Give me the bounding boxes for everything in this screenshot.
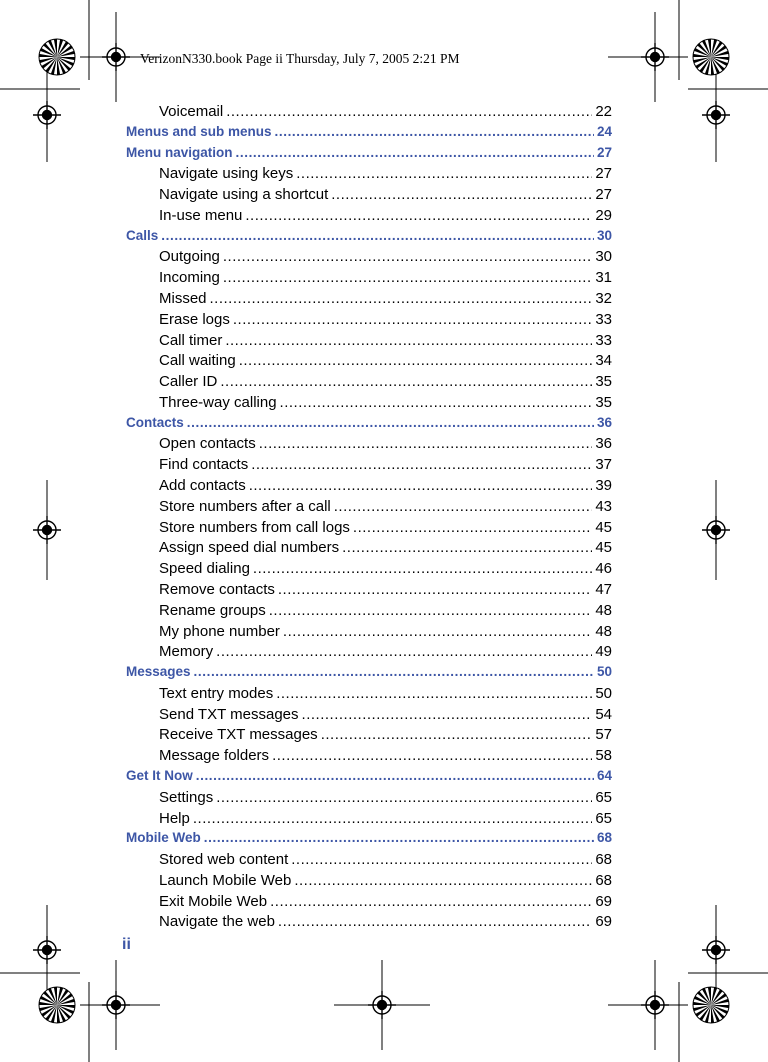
toc-title: Add contacts <box>159 477 246 495</box>
toc-title: Contacts <box>126 414 184 430</box>
starburst-target-icon <box>39 987 75 1023</box>
starburst-target-icon <box>693 987 729 1023</box>
toc-title: Message folders <box>159 747 270 765</box>
toc-title: Missed <box>159 290 207 308</box>
toc-page-number: 50 <box>595 684 612 702</box>
registration-target-icon <box>102 43 130 71</box>
toc-title: My phone number <box>159 622 280 640</box>
toc-page-number: 45 <box>595 539 612 557</box>
toc-title: Outgoing <box>159 248 220 266</box>
registration-target-icon <box>102 991 130 1019</box>
toc-title: Voicemail <box>159 103 224 120</box>
registration-target-icon <box>33 516 61 544</box>
registration-target-icon <box>702 936 730 964</box>
registration-target-icon <box>33 936 61 964</box>
toc-page-number: 36 <box>596 414 612 430</box>
toc-page-number: 27 <box>595 165 612 183</box>
toc-page-number: 64 <box>596 767 612 783</box>
starburst-target-icon <box>39 39 75 75</box>
toc-title: Call timer <box>159 331 223 349</box>
toc-page-number: 65 <box>595 809 612 827</box>
toc-title: Text entry modes <box>159 684 274 702</box>
toc-page-number: 45 <box>595 518 612 536</box>
toc-title: Receive TXT messages <box>159 726 318 744</box>
toc-page-number: 22 <box>595 103 612 120</box>
toc-title: Speed dialing <box>159 560 250 578</box>
toc-title: Stored web content <box>159 851 289 869</box>
registration-target-icon <box>368 991 396 1019</box>
toc-title: Three-way calling <box>159 393 277 411</box>
toc-page-number: 27 <box>596 144 612 160</box>
toc-title: Send TXT messages <box>159 705 299 723</box>
toc-page-number: 49 <box>595 643 612 661</box>
toc-page-number: 68 <box>596 830 612 846</box>
page-number: ii <box>122 936 131 953</box>
toc-page-number: 35 <box>595 373 612 391</box>
registration-target-icon <box>33 101 61 129</box>
toc-title: Help <box>159 809 190 827</box>
toc-title: Caller ID <box>159 373 218 391</box>
toc-title: Mobile Web <box>126 830 201 846</box>
toc-page-number: 29 <box>595 206 612 224</box>
toc-title: Menu navigation <box>126 144 233 160</box>
toc-title: Find contacts <box>159 456 249 474</box>
toc-title: Incoming <box>159 269 220 287</box>
toc-page-number: 39 <box>595 477 612 495</box>
toc-title: Launch Mobile Web <box>159 871 292 889</box>
toc-title: Navigate the web <box>159 913 275 931</box>
toc-title: Exit Mobile Web <box>159 892 268 910</box>
toc-title: Memory <box>159 643 214 661</box>
toc-title: Assign speed dial numbers <box>159 539 340 557</box>
toc-page-number: 47 <box>595 580 612 598</box>
toc-title: Calls <box>126 227 159 243</box>
toc-title: Call waiting <box>159 352 236 370</box>
toc-page-number: 33 <box>595 310 612 328</box>
toc-page-number: 69 <box>595 913 612 931</box>
toc-title: Store numbers after a call <box>159 497 331 515</box>
toc-page-number: 68 <box>595 851 612 869</box>
toc-page-number: 34 <box>595 352 612 370</box>
toc-page-number: 50 <box>596 664 612 680</box>
toc-page-number: 32 <box>595 290 612 308</box>
toc-page-number: 57 <box>595 726 612 744</box>
toc-page-number: 33 <box>595 331 612 349</box>
toc-page-number: 69 <box>595 892 612 910</box>
toc-page-number: 37 <box>595 456 612 474</box>
toc-title: Get It Now <box>126 767 193 783</box>
toc-title: Rename groups <box>159 601 266 619</box>
toc-page-number: 30 <box>595 248 612 266</box>
toc-title: In-use menu <box>159 206 243 224</box>
toc-title: Navigate using keys <box>159 165 294 183</box>
toc-page-number: 48 <box>595 622 612 640</box>
toc-page-number: 48 <box>595 601 612 619</box>
toc-page-number: 68 <box>595 871 612 889</box>
toc-title: Remove contacts <box>159 580 275 598</box>
registration-target-icon <box>641 991 669 1019</box>
registration-target-icon <box>641 43 669 71</box>
toc-title: Messages <box>126 664 191 680</box>
toc-page-number: 30 <box>596 227 612 243</box>
toc-title: Settings <box>159 788 214 806</box>
registration-target-icon <box>702 516 730 544</box>
starburst-target-icon <box>693 39 729 75</box>
print-slug: VerizonN330.book Page ii Thursday, July 7, 2005 2:21 PM <box>140 51 460 66</box>
toc-page-number: 35 <box>595 393 612 411</box>
toc-title: Erase logs <box>159 310 230 328</box>
toc-title: Menus and sub menus <box>126 123 272 139</box>
toc-page-number: 54 <box>595 705 612 723</box>
toc-page-number: 43 <box>595 497 612 515</box>
toc-page-number: 46 <box>595 560 612 578</box>
toc-title: Store numbers from call logs <box>159 518 350 536</box>
toc-page-number: 27 <box>595 186 612 204</box>
toc-title: Open contacts <box>159 435 256 453</box>
registration-target-icon <box>702 101 730 129</box>
toc-page-number: 24 <box>596 123 612 139</box>
toc-title: Navigate using a shortcut <box>159 186 329 204</box>
toc-page-number: 58 <box>595 747 612 765</box>
toc-page-number: 31 <box>595 269 612 287</box>
toc-page-number: 36 <box>595 435 612 453</box>
toc-page-number: 65 <box>595 788 612 806</box>
